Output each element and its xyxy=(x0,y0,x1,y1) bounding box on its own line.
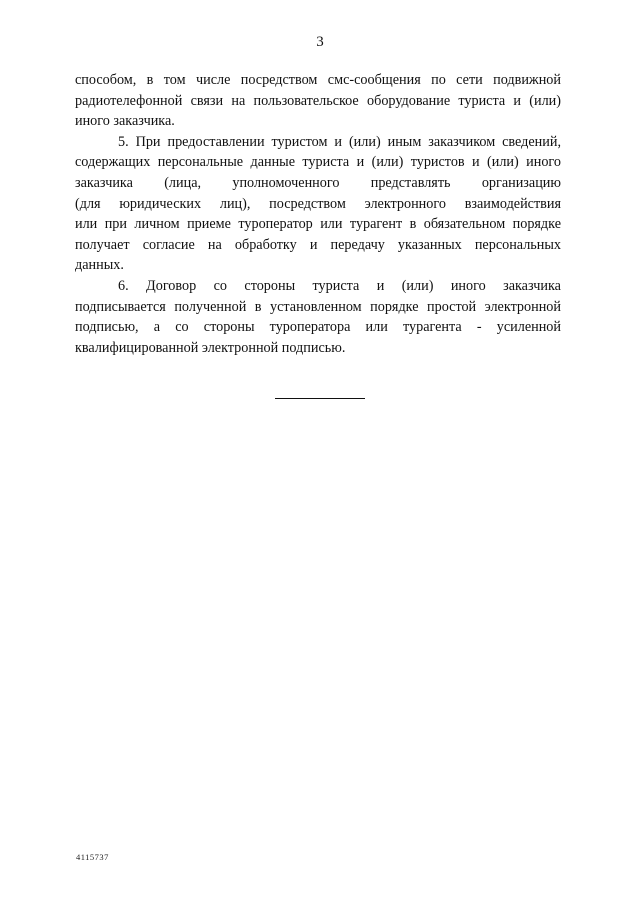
text-line: подписывается полученной в установленном порядке простой электронной xyxy=(75,298,561,315)
text-line: или при личном приеме туроператор или турагент в обязательном порядке xyxy=(75,216,561,233)
page-number: 3 xyxy=(316,34,324,50)
text-line: иного заказчика. xyxy=(75,113,175,130)
text-line: данных. xyxy=(75,257,124,274)
text-line: 6. Договор со стороны туриста и (или) иного заказчика xyxy=(118,277,561,294)
text-line: способом, в том числе посредством смс-сообщения по сети подвижной xyxy=(75,72,561,88)
text-line: квалифицированной электронной подписью. xyxy=(75,339,346,356)
text-line: получает согласие на обработку и передачу указанных персональных xyxy=(75,236,561,253)
text-line: заказчика (лица, уполномоченного представлять организацию xyxy=(75,174,561,191)
text-line: радиотелефонной связи на пользовательское оборудование туриста и (или) xyxy=(75,92,561,109)
text-line: (для юридических лиц), посредством электронного взаимодействия xyxy=(75,195,561,212)
paragraph-continuation xyxy=(75,70,561,132)
document-code: 4115737 xyxy=(76,852,109,862)
end-separator-line xyxy=(275,398,365,399)
text-line: содержащих персональные данные туриста и (или) туристов и (или) иного xyxy=(75,154,561,171)
paragraph-item-6 xyxy=(75,276,561,358)
document-body xyxy=(75,70,561,358)
text-line: 5. При предоставлении туристом и (или) иным заказчиком сведений, xyxy=(118,133,561,150)
paragraph-item-5 xyxy=(75,132,561,276)
text-line: подписью, а со стороны туроператора или турагента - усиленной xyxy=(75,319,561,336)
